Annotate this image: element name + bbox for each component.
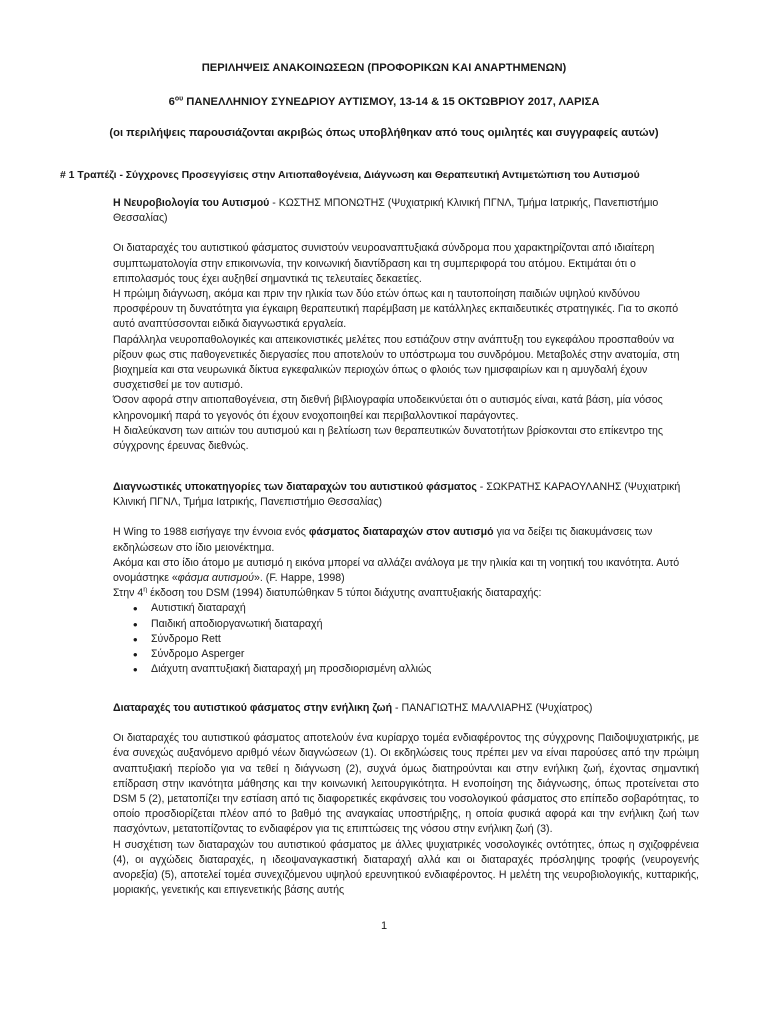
abstract-paragraph: Οι διαταραχές του αυτιστικού φάσματος συνιστούν νευροαναπτυξιακά σύνδρομα που χαρακτηρίζονται από ιδιαίτερη συμπτωματολογία στην επικοινωνία, την κοινωνική διαντίδραση και τη συμπεριφορά του ατόμου. Εκτιμάται ότι ο επιπολασμός τους έχει αυξηθεί σημαντικά τις τελευταίες δεκαετίες. [113,242,655,285]
page-number: 1 [380,920,388,932]
abstract-paragraph: Οι διαταραχές του αυτιστικού φάσματος αποτελούν ένα κυρίαρχο τομέα ενδιαφέροντος της σύγχρονης Παιδοψυχιατρικής, με ένα συνεχώς αυξανόμενο αριθμό νέων διαγνώσεων (1). Οι εκδηλώσεις τους πρέπει μεν να είναι παρούσες από την πρώιμη αναπτυξιακή περίοδο για να τεθεί η διάγνωση (2), συχνά όμως διατηρούνται και στην ενήλικη ζωή, έχοντας σημαντική επίδραση στην ικανότητα μάθησης και την κοινωνική λειτουργικότητα. Η ενοποίηση της διάγνωσης, όπως προτείνεται στο DSM 5 (2), μετατοπίζει την εστίαση από τις διαφορετικές εκφάνσεις του νοσολογικού φάσματος στο επίπεδο σοβαρότητας, το οποίο προσδιορίζεται πλέον από το βαθμό της αναγκαίας υποστήριξης, η οποία φυσικά αφορά και την ενήλικη ζωή των πασχόντων, μετατοπίζοντας το ενδιαφέρον για τις επιπτώσεις της νόσου στην ενήλικη ζωή (3). [113,732,699,836]
list-item: • Παιδική αποδιοργανωτική διαταραχή [133,617,699,632]
italic-term: φάσμα αυτισμού [177,572,255,585]
abstract-paragraph: Όσον αφορά στην αιτιοπαθογένεια, στη διεθνή βιβλιογραφία υποδεικνύεται ότι ο αυτισμός είναι, κατά βάση, μία νόσος κληρονομική παρά το γεγονός ότι έχουν ενοχοποιηθεί και περιβαλλοντικοί παράγοντες. [113,394,663,422]
abstract-paragraph [113,586,699,601]
edition-number: 6 [168,96,175,108]
ordinal-superscript: η [143,586,148,594]
abstract-paragraph: Παράλληλα νευροπαθολογικές και απεικονιστικές μελέτες που εστιάζουν στην ανάπτυξη του εγκεφάλου προσπαθούν να ρίξουν φως στις παθογενετικές διεργασίες που αποτελούν το υπόστρωμα του συνδρόμου. Μεταβολές στην ανατομία, στη βιοχημεία και στα νευρωνικά δίκτυα εγκεφαλικών περιοχών όπως ο φλοιός των ημισφαιρίων και η αμυγδαλή έχουν συσχετισθεί με τον αυτισμό. [113,333,680,392]
abstract-paragraph [113,556,699,586]
abstract-paragraph: Η διαλεύκανση των αιτιών του αυτισμού και η βελτίωση των θεραπευτικών δυνατοτήτων βρίσκονται στο επίκεντρο της σύγχρονης έρευνας διεθνώς. [113,424,663,453]
abstract-title: Η Νευροβιολογία του Αυτισμού [113,197,270,209]
text-run: Ακόμα και στο ίδιο άτομο με αυτισμό η εικόνα μπορεί να αλλάζει ανάλογα με την ηλικία και τη νοητική του ικανότητα. Αυτό ονομάστηκε « [113,556,680,585]
abstract-title: Διαταραχές του αυτιστικού φάσματος στην ενήλικη ζωή [113,702,393,714]
abstract-author: - ΠΑΝΑΓΙΩΤΗΣ ΜΑΛΛΙΑΡΗΣ (Ψυχίατρος) [392,702,593,714]
list-item: • Σύνδρομο Rett [133,632,699,647]
abstract-paragraph: Η συσχέτιση των διαταραχών του αυτιστικού φάσματος με άλλες ψυχιατρικές νοσολογικές οντότητες, όπως η σχιζοφρένεια (4), οι αγχώδεις διαταραχές, η ιδεοψαναγκαστική διαταραχή αλλά και οι διαταραχές πρόσληψης τροφής (νευρογενής ανορεξία) (5), αποτελεί τομέα συνεχιζόμενου υψηλού ερευνητικού ενδιαφέροντος. Η μελέτη της νευροβιολογικής, κυτταρικής, μοριακής, γενετικής και επιγενετικής βάσης αυτής [113,838,699,897]
list-item: • Σύνδρομο Asperger [133,647,699,662]
abstract-author: - ΚΩΣΤΗΣ ΜΠΟΝΩΤΗΣ (Ψυχιατρική Κλινική ΠΓΝΛ, Τμήμα Ιατρικής, Πανεπιστήμιο Θεσσαλίας) [113,197,659,225]
list-item: • Διάχυτη αναπτυξιακή διαταραχή μη προσδιορισμένη αλλιώς [133,662,699,677]
bullet-list [113,601,699,677]
conference-title [0,95,768,110]
text-run: Η Wing το 1988 εισήγαγε την έννοια ενός [113,526,309,539]
round-table-title: # 1 Τραπέζι - Σύγχρονες Προσεγγίσεις στην Αιτιοπαθογένεια, Διάγνωση και Θεραπευτική Αντιμετώπιση του Αυτισμού [60,170,640,181]
abstract-title: Διαγνωστικές υποκατηγορίες των διαταραχών του αυτιστικού φάσματος [113,481,477,493]
abstract-section-adult-life [113,701,699,898]
abstract-heading [113,196,699,226]
emphasis-term: φάσματος διαταραχών στον αυτισμό [308,526,494,539]
abstract-section-diagnostic-subcategories [113,480,699,677]
abstract-disclaimer: (οι περιλήψεις παρουσιάζονται ακριβώς όπως υποβλήθηκαν από τους ομιλητές και συγγραφείς αυτών) [109,127,659,139]
abstract-heading [113,701,699,716]
abstract-author: - ΣΩΚΡΑΤΗΣ ΚΑΡΑΟΥΛΑΝΗΣ (Ψυχιατρική Κλινική ΠΓΝΛ, Τμήμα Ιατρικής, Πανεπιστήμιο Θεσσαλίας) [113,481,681,509]
conference-title-text: ΠΑΝΕΛΛΗΝΙΟΥ ΣΥΝΕΔΡΙΟΥ ΑΥΤΙΣΜΟΥ, 13-14 & 15 ΟΚΤΩΒΡΙΟΥ 2017, ΛΑΡΙΣΑ [183,96,600,108]
list-item: • Αυτιστική διαταραχή [133,601,699,616]
abstract-section-neurobiology [113,196,699,454]
abstract-paragraph [113,525,699,555]
edition-ordinal: ου [174,95,184,103]
text-run: έκδοση του DSM (1994) διατυπώθηκαν 5 τύποι διάχυτης αναπτυξιακής διαταραχής: [147,587,542,600]
abstract-paragraph: Η πρώιμη διάγνωση, ακόμα και πριν την ηλικία των δύο ετών όπως και η ταυτοποίηση παιδιών υψηλού κινδύνου προσφέρουν τη δυνατότητα για έγκαιρη θεραπευτική παρέμβαση με κατάλληλες εκπαιδευτικές στρατηγικές. Για το σκοπό αυτό αναπτύσσονται ειδικά διαγνωστικά εργαλεία. [113,288,679,331]
document-heading: ΠΕΡΙΛΗΨΕΙΣ ΑΝΑΚΟΙΝΩΣΕΩΝ (ΠΡΟΦΟΡΙΚΩΝ ΚΑΙ ΑΝΑΡΤΗΜΕΝΩΝ) [201,62,567,74]
text-run: Στην 4 [113,587,144,600]
abstract-heading [113,480,699,510]
text-run: για να δείξει τις διακυμάνσεις των εκδηλώσεων στο ίδιο μειονέκτημα. [113,526,653,554]
text-run: ». (F. Happe, 1998) [254,572,345,585]
